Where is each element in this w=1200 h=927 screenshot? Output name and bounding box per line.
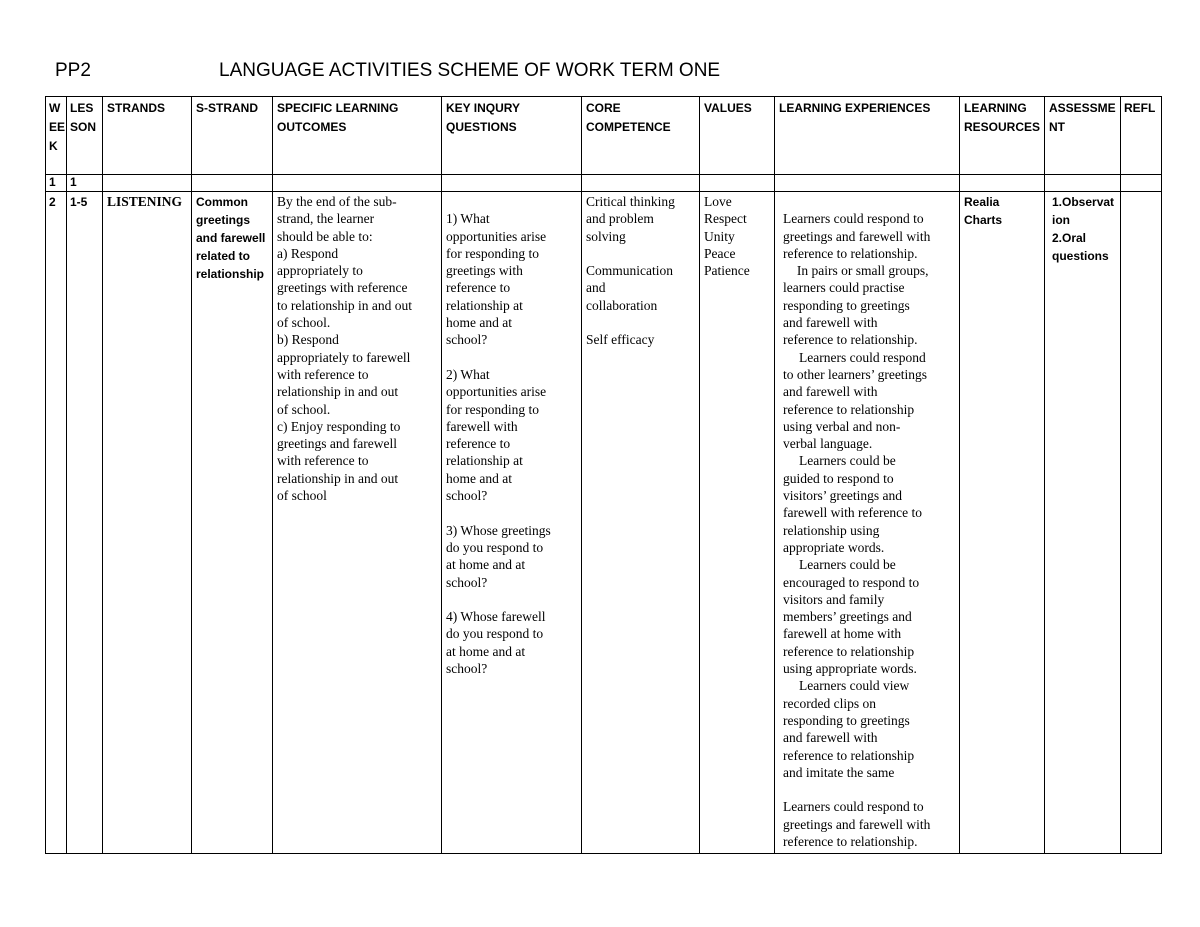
header-row (46, 97, 1162, 175)
col-key-inquiry-questions: KEY INQURY QUESTIONS (442, 97, 582, 175)
page-title: LANGUAGE ACTIVITIES SCHEME OF WORK TERM ONE (219, 60, 721, 81)
col-learning-experiences: LEARNING EXPERIENCES (775, 97, 960, 175)
cell-line (446, 591, 577, 608)
cell-line: collaboration (586, 297, 658, 313)
cell-line: farewell with (446, 418, 518, 434)
cell-line: reference to relationship. (783, 833, 918, 849)
learning-experiences-cell (775, 192, 960, 854)
cell-line: greetings and farewell with (783, 228, 931, 244)
cell-line: a) Respond (277, 245, 339, 261)
cell-line: Learners could respond to (783, 799, 924, 815)
col-s-strand: S-STRAND (192, 97, 273, 175)
cell-line: and problem (586, 211, 654, 227)
cell-line: Self efficacy (586, 332, 655, 348)
lesson-cell: 1 (67, 175, 103, 192)
cell-line: greetings with (446, 263, 523, 279)
empty-cell (1121, 175, 1162, 192)
cell-line: relationship at (446, 453, 523, 469)
empty-cell (103, 175, 192, 192)
col-assessment: ASSESSMENT (1045, 97, 1121, 175)
cell-line: should be able to: (277, 228, 373, 244)
cell-line: opportunities arise (446, 228, 547, 244)
cell-line: greetings and farewell with (783, 816, 931, 832)
cell-line: reference to relationship. (783, 332, 918, 348)
cell-line: reference to relationship (783, 643, 915, 659)
cell-line: with reference to (277, 453, 369, 469)
cell-line: Learners could view (799, 678, 910, 694)
cell-line: reference to relationship (783, 747, 915, 763)
cell-line (783, 193, 955, 210)
cell-line: farewell with reference to (783, 505, 923, 521)
cell-line: home and at (446, 315, 512, 331)
cell-line: b) Respond (277, 332, 339, 348)
cell-line: and farewell with (783, 730, 878, 746)
s-strand-cell (192, 192, 273, 854)
cell-line: appropriately to (277, 263, 363, 279)
cell-line: Realia (964, 195, 1000, 209)
cell-line: reference to (446, 436, 511, 452)
cell-line: Unity (704, 228, 735, 244)
col-week: WEEK (46, 97, 67, 175)
cell-line: for responding to (446, 245, 539, 261)
empty-cell (960, 175, 1045, 192)
header-class-label: PP2 (55, 60, 91, 81)
empty-cell (273, 175, 442, 192)
cell-line (586, 245, 695, 262)
cell-line: 2.Oral questions (1052, 231, 1109, 263)
cell-line: relationship in and out (277, 384, 399, 400)
cell-line: Patience (704, 263, 750, 279)
cell-line: for responding to (446, 401, 539, 417)
cell-line: opportunities arise (446, 384, 547, 400)
cell-line: using appropriate words. (783, 661, 917, 677)
empty-cell (442, 175, 582, 192)
cell-line (446, 193, 577, 210)
cell-line: solving (586, 228, 626, 244)
cell-line: greetings and farewell (277, 436, 397, 452)
cell-line: using verbal and non- (783, 418, 901, 434)
empty-cell (1045, 175, 1121, 192)
cell-line: reference to (446, 280, 511, 296)
cell-line: and (586, 280, 606, 296)
cell-line: verbal language. (783, 436, 873, 452)
cell-line: to relationship in and out (277, 297, 412, 313)
scheme-of-work-table (45, 96, 1162, 854)
cell-line (446, 349, 577, 366)
cell-line: at home and at (446, 643, 526, 659)
cell-line: visitors and family (783, 591, 885, 607)
week-cell: 1 (46, 175, 67, 192)
col-learning-resources: LEARNING RESOURCES (960, 97, 1045, 175)
cell-line: relationship using (783, 522, 880, 538)
s-strand-text: Common greetings and farewell related to relationship (196, 195, 266, 281)
cell-line: In pairs or small groups, (783, 263, 922, 279)
cell-line: of school. (277, 315, 331, 331)
cell-line: school? (446, 332, 488, 348)
cell-line (783, 781, 955, 798)
empty-cell (192, 175, 273, 192)
cell-line: relationship at (446, 297, 523, 313)
cell-line: do you respond to (446, 626, 544, 642)
cell-line: visitors’ greetings and (783, 488, 902, 504)
cell-line: of school. (277, 401, 331, 417)
cell-line: By the end of the sub- (277, 194, 397, 209)
cell-line: home and at (446, 470, 512, 486)
cell-line: encouraged to respond to (783, 574, 920, 590)
cell-line: reference to relationship. (783, 245, 918, 261)
empty-cell (775, 175, 960, 192)
reflection-cell (1121, 192, 1162, 854)
cell-line: school? (446, 661, 488, 677)
col-core-competence: CORE COMPETENCE (582, 97, 700, 175)
cell-line: recorded clips on (783, 695, 876, 711)
lesson-cell: 1-5 (67, 192, 103, 854)
key-questions-cell (442, 192, 582, 854)
cell-line: 1) What (446, 211, 490, 227)
cell-line: and farewell with (783, 384, 878, 400)
col-strands: STRANDS (103, 97, 192, 175)
cell-line: appropriate words. (783, 539, 885, 555)
cell-line: Learners could respond (799, 349, 926, 365)
cell-line: Respect (704, 211, 747, 227)
cell-line: 2) What (446, 366, 490, 382)
cell-line: Love (704, 194, 732, 209)
cell-line: Communication (586, 263, 673, 279)
cell-line: Peace (704, 245, 736, 261)
cell-line: and farewell with (783, 315, 878, 331)
assessment-cell (1045, 192, 1121, 854)
cell-line: Learners could respond to (783, 211, 924, 227)
core-competence-cell (582, 192, 700, 854)
cell-line: school? (446, 488, 488, 504)
week-cell: 2 (46, 192, 67, 854)
empty-cell (700, 175, 775, 192)
table-row (46, 175, 1162, 192)
cell-line: responding to greetings (783, 297, 910, 313)
table-row (46, 192, 1162, 854)
cell-line: 3) Whose greetings (446, 522, 551, 538)
cell-line: 1.Observation (1052, 195, 1115, 227)
cell-line: appropriately to farewell (277, 349, 411, 365)
empty-cell (582, 175, 700, 192)
cell-line: relationship in and out (277, 470, 399, 486)
cell-line: responding to greetings (783, 712, 910, 728)
learning-resources-cell (960, 192, 1045, 854)
cell-line: do you respond to (446, 539, 544, 555)
cell-line: learners could practise (783, 280, 905, 296)
col-reflection: REFL (1121, 97, 1162, 175)
col-values: VALUES (700, 97, 775, 175)
cell-line: of school (277, 488, 327, 504)
cell-line: Learners could be (799, 557, 896, 573)
cell-line: to other learners’ greetings (783, 366, 928, 382)
cell-line: strand, the learner (277, 211, 375, 227)
cell-line: reference to relationship (783, 401, 915, 417)
cell-line: with reference to (277, 366, 369, 382)
cell-line: Charts (964, 213, 1003, 227)
cell-line: school? (446, 574, 488, 590)
cell-line: Critical thinking (586, 194, 675, 209)
cell-line: 4) Whose farewell (446, 609, 546, 625)
col-specific-learning-outcomes: SPECIFIC LEARNING OUTCOMES (273, 97, 442, 175)
cell-line: guided to respond to (783, 470, 894, 486)
cell-line: farewell at home with (783, 626, 902, 642)
cell-line (446, 504, 577, 521)
learning-outcomes-cell (273, 192, 442, 854)
cell-line (586, 314, 695, 331)
cell-line: greetings with reference (277, 280, 408, 296)
cell-line: and imitate the same (783, 764, 895, 780)
col-lesson: LESSON (67, 97, 103, 175)
cell-line: members’ greetings and (783, 609, 912, 625)
cell-line: c) Enjoy responding to (277, 418, 401, 434)
strand-cell: LISTENING (103, 192, 192, 854)
cell-line: at home and at (446, 557, 526, 573)
values-cell (700, 192, 775, 854)
cell-line: Learners could be (799, 453, 896, 469)
